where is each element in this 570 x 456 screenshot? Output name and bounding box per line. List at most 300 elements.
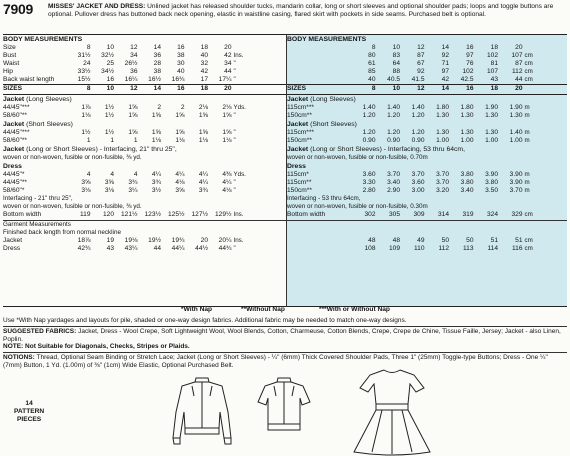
row-value: 3⅝ bbox=[104, 179, 114, 186]
sizes-row bbox=[3, 84, 286, 95]
row-value: 14 bbox=[153, 85, 161, 92]
dress-table bbox=[3, 171, 286, 195]
jacket-short-sub: (Short Sleeves) bbox=[26, 121, 73, 128]
row-unit: m bbox=[524, 179, 530, 186]
row-value: 8 bbox=[86, 44, 91, 51]
jacket-short-label: Jacket bbox=[3, 121, 25, 128]
row-value: 1⅝ bbox=[222, 112, 232, 119]
row-value: 305 bbox=[388, 211, 400, 218]
row-value: 3.90 bbox=[509, 171, 523, 178]
row-value: 32½ bbox=[101, 52, 114, 59]
pieces-label-1: PATTERN bbox=[14, 408, 45, 415]
imperial-yardage-panel bbox=[3, 34, 287, 307]
row-value: 4⅛ bbox=[175, 179, 185, 186]
row-value: 3¼ bbox=[128, 187, 138, 194]
row-unit: cm bbox=[524, 245, 533, 252]
row-value: 1.00 bbox=[436, 137, 449, 144]
measurement-row bbox=[3, 137, 286, 145]
dress-interfacing-metric: Interfacing - 53 thru 64cm, bbox=[287, 195, 361, 202]
garment-spacer-2 bbox=[287, 229, 567, 237]
row-value: 51 bbox=[490, 237, 498, 244]
jacket-interfacing-title-metric bbox=[287, 145, 567, 154]
pattern-description: Unlined jacket has released shoulder tucks, mandarin collar, long or short sleeves and optional shoulder pads; loops and toggle buttons are optional. Pullover dress has buttoned back neck opening, elastic in waistline casing, flared skirt with pockets in side seams. Purchased belt is optional. bbox=[48, 3, 554, 18]
row-value: 44 bbox=[224, 68, 232, 75]
row-value: 61 bbox=[368, 60, 376, 67]
row-value: 19⅛ bbox=[124, 237, 138, 244]
row-value: 4¼ bbox=[198, 171, 208, 178]
row-value: 76 bbox=[466, 60, 474, 67]
row-label bbox=[287, 76, 351, 84]
row-value: 43 bbox=[106, 245, 114, 252]
row-value: 85 bbox=[368, 68, 376, 75]
row-unit: cm bbox=[524, 237, 533, 244]
row-value: 14 bbox=[441, 44, 449, 51]
pattern-pieces-count bbox=[14, 400, 44, 424]
row-value: 42.5 bbox=[460, 76, 474, 83]
row-label bbox=[287, 245, 351, 253]
jacket-long-title-metric bbox=[287, 95, 567, 104]
row-unit: m bbox=[524, 137, 530, 144]
row-value: 32 bbox=[200, 60, 208, 67]
not-suitable-note: NOTE: Not Suitable for Diagonals, Checks, Stripes or Plaids. bbox=[3, 343, 190, 351]
row-label: Size bbox=[3, 44, 16, 51]
row-unit: Ins. bbox=[233, 211, 244, 218]
row-value: 127½ bbox=[191, 211, 208, 218]
row-value: 51 bbox=[515, 237, 523, 244]
jacket-short-table-metric bbox=[287, 129, 567, 145]
jacket-short-sub-metric: (Short Sleeves) bbox=[310, 121, 357, 128]
without-nap-label: **Without Nap bbox=[241, 306, 285, 313]
row-value: 17 bbox=[200, 76, 208, 83]
row-value: 1.30 bbox=[436, 129, 449, 136]
row-label bbox=[287, 44, 351, 52]
row-value: 88 bbox=[392, 68, 400, 75]
row-unit: " bbox=[233, 112, 236, 119]
row-value: 31½ bbox=[77, 52, 91, 59]
row-value: 67 bbox=[417, 60, 425, 67]
row-unit: " bbox=[233, 60, 236, 67]
measurement-row bbox=[287, 237, 567, 245]
row-value: 4⅜ bbox=[222, 171, 232, 178]
measurement-row bbox=[3, 179, 286, 187]
row-value: 40 bbox=[177, 68, 185, 75]
row-unit: m bbox=[524, 129, 530, 136]
row-value: 44 bbox=[153, 245, 161, 252]
row-label bbox=[287, 52, 351, 60]
row-value: 50 bbox=[441, 237, 449, 244]
row-value: 19 bbox=[106, 237, 114, 244]
jacket-long-label-metric: Jacket bbox=[287, 96, 309, 103]
row-label bbox=[287, 60, 351, 68]
row-value: 1⅝ bbox=[198, 129, 208, 136]
row-value: 34 bbox=[130, 52, 138, 59]
row-value: 18 bbox=[490, 85, 498, 92]
row-value: 2.80 bbox=[362, 187, 376, 194]
row-value: 18⅞ bbox=[77, 237, 91, 244]
jacket-long-label: Jacket bbox=[3, 96, 25, 103]
row-label: 150cm** bbox=[287, 112, 312, 119]
jacket-short-label-metric: Jacket bbox=[287, 121, 309, 128]
row-value: 302 bbox=[364, 211, 376, 218]
row-value: 92 bbox=[441, 52, 449, 59]
row-label: Back waist length bbox=[3, 76, 55, 83]
measurement-row bbox=[3, 60, 286, 68]
row-value: 48 bbox=[368, 237, 376, 244]
row-value: 4¼ bbox=[222, 179, 232, 186]
row-value: 1.30 bbox=[509, 112, 523, 119]
row-value: 26½ bbox=[124, 60, 138, 67]
measurement-row bbox=[3, 171, 286, 179]
row-label: 115cm*** bbox=[287, 129, 314, 136]
body-measurements-title: BODY MEASUREMENTS bbox=[3, 36, 83, 43]
row-value: 1⅝ bbox=[175, 129, 185, 136]
measurement-row bbox=[287, 171, 567, 179]
row-value: 1⅝ bbox=[128, 104, 138, 111]
row-value: 3.40 bbox=[387, 179, 400, 186]
row-value: 49 bbox=[417, 237, 425, 244]
row-value: 1½ bbox=[104, 104, 114, 111]
row-value: 1.30 bbox=[460, 112, 474, 119]
row-value: 64 bbox=[392, 60, 400, 67]
row-value: 16 bbox=[177, 44, 185, 51]
row-value: 1.30 bbox=[485, 129, 498, 136]
row-label: 150cm** bbox=[287, 187, 312, 194]
row-value: 16 bbox=[177, 85, 185, 92]
row-value: 12 bbox=[417, 85, 425, 92]
dress-interfacing-note: woven or non-woven, fusible or non-fusible, ⅜ yd. bbox=[3, 203, 142, 210]
dress-interfacing-note-metric: woven or non-woven, fusible or non-fusible, 0.30m bbox=[287, 203, 428, 210]
row-value: 3.60 bbox=[362, 171, 376, 178]
row-value: 4⅛ bbox=[222, 187, 232, 194]
row-value: 107 bbox=[486, 68, 498, 75]
row-value: 40 bbox=[368, 76, 376, 83]
row-value: 3.70 bbox=[436, 171, 449, 178]
row-value: 3⅝ bbox=[81, 179, 91, 186]
notions-label: NOTIONS: bbox=[3, 354, 35, 362]
measurement-row bbox=[3, 237, 286, 245]
jacket-interfacing-note: woven or non-woven, fusible or non-fusible, ⅜ yd. bbox=[3, 154, 142, 161]
row-value: 10 bbox=[392, 85, 400, 92]
row-value: 10 bbox=[106, 85, 114, 92]
fabrics-text: Jacket, Dress - Wool Crepe, Soft Lightweight Wool, Wool Blends, Cotton, Charmeuse, Cotton Blends, Crepe, Crepe de Chine, Tissue Faille, Jersey; Jacket - also Linen, Poplin. bbox=[3, 327, 561, 343]
notions-text: Thread, Optional Seam Binding or Stretch Lace; Jacket (Long or Short Sleeves) - ¼" (6mm) Thick Covered Shoulder Pads, Three 1" (25mm) Toggle-type Buttons; Dress - One ¼" (7mm) Button, 1 Yd. (1.00m) of ⅜" (1cm) Wide Elastic, Optional Purchased Belt. bbox=[3, 354, 548, 369]
row-value: 14 bbox=[153, 44, 161, 51]
dress-title-metric: Dress bbox=[287, 163, 306, 170]
row-value: 30 bbox=[177, 60, 185, 67]
row-label: Bottom width bbox=[3, 211, 42, 218]
jacket-interfacing-note-metric: woven or non-woven, fusible or non-fusible, 0.70m bbox=[287, 154, 428, 161]
body-measurements-title-metric: BODY MEASUREMENTS bbox=[287, 36, 367, 43]
row-value: 2.90 bbox=[387, 187, 400, 194]
garment-measurements-table-metric bbox=[287, 237, 567, 253]
row-unit: " bbox=[233, 76, 236, 83]
row-value: 1⅝ bbox=[222, 129, 232, 136]
row-value: 1½ bbox=[104, 112, 114, 119]
row-value: 1⅝ bbox=[198, 112, 208, 119]
row-label: Hip bbox=[3, 68, 13, 75]
row-unit: " bbox=[233, 179, 236, 186]
row-label: Waist bbox=[3, 60, 20, 67]
row-unit: " bbox=[233, 245, 236, 252]
row-value: 3.70 bbox=[436, 179, 449, 186]
row-value: 1 bbox=[110, 137, 114, 144]
row-value: 38 bbox=[153, 68, 161, 75]
row-value: 20 bbox=[200, 237, 208, 244]
row-label: 58/60"* bbox=[3, 187, 25, 194]
row-value: 40.5 bbox=[387, 76, 400, 83]
row-value: 44½ bbox=[195, 245, 208, 252]
row-value: 16½ bbox=[148, 76, 161, 83]
row-value: 16 bbox=[466, 44, 474, 51]
row-unit: " bbox=[233, 129, 236, 136]
row-unit: Ins. bbox=[233, 52, 244, 59]
row-value: 1⅛ bbox=[198, 137, 208, 144]
jacket-interfacing-sub: (Long or Short Sleeves) - Interfacing, 21" thru 25", bbox=[26, 146, 177, 153]
pattern-header bbox=[3, 1, 567, 34]
pieces-number: 14 bbox=[25, 400, 33, 407]
row-value: 116 bbox=[511, 245, 523, 252]
row-value: 1.90 bbox=[509, 104, 523, 111]
measurement-row bbox=[287, 245, 567, 253]
row-value: 0.90 bbox=[411, 137, 425, 144]
row-value: 1.00 bbox=[509, 137, 523, 144]
row-value: 44 bbox=[515, 76, 523, 83]
row-unit: " bbox=[233, 137, 236, 144]
jacket-short-title-metric bbox=[287, 120, 567, 129]
row-value: 1.40 bbox=[387, 104, 400, 111]
measurement-row bbox=[287, 129, 567, 137]
row-value: 1⅝ bbox=[128, 112, 138, 119]
row-value: 19½ bbox=[148, 237, 161, 244]
row-value: 20 bbox=[515, 85, 523, 92]
measurement-row bbox=[287, 85, 567, 93]
row-value: 3.70 bbox=[411, 171, 425, 178]
pattern-number: 7909 bbox=[3, 1, 33, 17]
row-unit: cm bbox=[524, 52, 533, 59]
row-value: 42¾ bbox=[77, 245, 91, 252]
row-value: 1.40 bbox=[509, 129, 523, 136]
measurement-row bbox=[3, 44, 286, 52]
row-value: 40 bbox=[200, 52, 208, 59]
notes-section bbox=[3, 317, 567, 372]
dress-sketch bbox=[340, 366, 444, 456]
row-value: 43¼ bbox=[124, 245, 138, 252]
row-value: 3.60 bbox=[411, 179, 425, 186]
measurement-row bbox=[287, 68, 567, 76]
measurement-row bbox=[3, 76, 286, 84]
measurement-row bbox=[287, 211, 567, 219]
row-value: 87 bbox=[417, 52, 425, 59]
row-label bbox=[287, 237, 351, 245]
measurement-row bbox=[287, 187, 567, 195]
row-value: 1.20 bbox=[411, 112, 425, 119]
row-value: 102 bbox=[462, 68, 474, 75]
row-value: 18 bbox=[490, 44, 498, 51]
bottom-width-row bbox=[3, 211, 286, 219]
row-value: 50 bbox=[466, 237, 474, 244]
row-label: Bottom width bbox=[287, 211, 326, 218]
row-unit: cm bbox=[524, 60, 533, 67]
measurement-row bbox=[3, 129, 286, 137]
row-value: 42 bbox=[200, 68, 208, 75]
row-label: 44/45"*** bbox=[3, 104, 30, 111]
row-value: 19¾ bbox=[171, 237, 185, 244]
row-value: 1.20 bbox=[362, 129, 376, 136]
measurement-row bbox=[287, 179, 567, 187]
row-value: 3¾ bbox=[128, 179, 138, 186]
row-value: 1.80 bbox=[460, 104, 474, 111]
row-value: 1.30 bbox=[460, 129, 474, 136]
row-value: 33½ bbox=[77, 68, 91, 75]
row-unit: Yds. bbox=[233, 104, 246, 111]
row-value: 1⅝ bbox=[151, 112, 161, 119]
row-unit: cm bbox=[524, 68, 533, 75]
row-value: 8 bbox=[86, 85, 91, 92]
measurement-row bbox=[3, 104, 286, 112]
row-value: 2 bbox=[180, 104, 185, 111]
row-value: 1.40 bbox=[411, 104, 425, 111]
jacket-interfacing-label: Jacket bbox=[3, 146, 25, 153]
bottom-width-row-metric bbox=[287, 211, 567, 219]
row-value: 4 bbox=[133, 171, 138, 178]
body-measurements-table bbox=[3, 44, 286, 84]
jacket-interfacing-title bbox=[3, 145, 286, 154]
jacket-short-sleeves-sketch bbox=[254, 374, 314, 436]
row-value: 1.30 bbox=[436, 112, 449, 119]
row-value: 20¼ bbox=[218, 237, 232, 244]
jacket-long-table bbox=[3, 104, 286, 120]
row-value: 1.20 bbox=[362, 112, 376, 119]
row-value: 44¾ bbox=[218, 245, 232, 252]
row-value: 24 bbox=[83, 60, 91, 67]
measurement-row bbox=[287, 112, 567, 120]
row-value: 112 bbox=[511, 68, 523, 75]
row-value: 48 bbox=[392, 237, 400, 244]
jacket-interfacing-label-metric: Jacket bbox=[287, 146, 309, 153]
measurement-row bbox=[3, 211, 286, 219]
row-value: 1⅛ bbox=[81, 112, 91, 119]
row-value: 3.80 bbox=[460, 171, 474, 178]
row-value: 42 bbox=[224, 52, 232, 59]
row-unit: m bbox=[524, 104, 530, 111]
row-value: 16 bbox=[466, 85, 474, 92]
row-value: 113 bbox=[462, 245, 474, 252]
row-value: 3.50 bbox=[485, 187, 498, 194]
row-label: 44/45"*** bbox=[3, 129, 30, 136]
row-value: 3.40 bbox=[460, 187, 474, 194]
row-label: SIZES bbox=[3, 85, 23, 92]
jacket-long-title bbox=[3, 95, 286, 104]
row-value: 1⅝ bbox=[175, 112, 185, 119]
row-value: 43 bbox=[490, 76, 498, 83]
row-unit: Yds. bbox=[233, 171, 246, 178]
row-value: 1.20 bbox=[387, 129, 400, 136]
row-label: Jacket bbox=[3, 237, 23, 244]
row-value: 309 bbox=[413, 211, 425, 218]
row-value: 8 bbox=[371, 85, 376, 92]
row-value: 1 bbox=[86, 137, 91, 144]
dress-title: Dress bbox=[3, 163, 22, 170]
jacket-long-sub-metric: (Long Sleeves) bbox=[310, 96, 356, 103]
row-value: 1⅛ bbox=[222, 137, 232, 144]
jacket-interfacing-sub-metric: (Long or Short Sleeves) - Interfacing, 53 thru 64cm, bbox=[310, 146, 465, 153]
row-value: 87 bbox=[515, 60, 523, 67]
row-value: 3.80 bbox=[485, 179, 498, 186]
row-value: 4 bbox=[86, 171, 91, 178]
row-label: 150cm** bbox=[287, 137, 312, 144]
sizes-row-metric bbox=[287, 84, 567, 95]
row-value: 38 bbox=[177, 52, 185, 59]
measurement-row bbox=[3, 245, 286, 253]
row-value: 12 bbox=[130, 44, 138, 51]
jacket-short-table bbox=[3, 129, 286, 145]
notions bbox=[3, 354, 567, 371]
nap-note: Use *With Nap yardages and layouts for pile, shaded or one-way design fabrics. Additional fabric may be needed to match one-way designs. bbox=[3, 317, 567, 327]
row-value: 324 bbox=[486, 211, 498, 218]
row-value: 28 bbox=[153, 60, 161, 67]
suggested-fabrics bbox=[3, 328, 567, 353]
jacket-long-table-metric bbox=[287, 104, 567, 120]
row-value: 3.70 bbox=[509, 187, 523, 194]
pattern-title: MISSES' JACKET AND DRESS: bbox=[48, 3, 146, 10]
measurement-row bbox=[3, 52, 286, 60]
dress-interfacing: Interfacing - 21" thru 25", bbox=[3, 195, 73, 202]
row-label: 115cm* bbox=[287, 171, 309, 178]
jacket-long-sleeves-sketch bbox=[168, 372, 236, 454]
row-value: 3.30 bbox=[362, 179, 376, 186]
row-value: 129½ bbox=[214, 211, 232, 218]
row-value: 3⅝ bbox=[175, 187, 185, 194]
row-unit: m bbox=[524, 171, 530, 178]
row-value: 1.00 bbox=[460, 137, 474, 144]
with-nap-label: *With Nap bbox=[181, 306, 213, 313]
row-value: 1½ bbox=[104, 129, 114, 136]
row-value: 3⅛ bbox=[104, 187, 114, 194]
row-value: 1.00 bbox=[485, 137, 498, 144]
row-value: 36 bbox=[130, 68, 138, 75]
row-value: 1⅝ bbox=[128, 129, 138, 136]
garment-measurements-table bbox=[3, 237, 286, 253]
row-value: 4 bbox=[110, 171, 114, 178]
row-value: 83 bbox=[392, 52, 400, 59]
row-label bbox=[287, 68, 351, 76]
metric-yardage-panel bbox=[287, 34, 567, 307]
row-value: 34½ bbox=[101, 68, 114, 75]
row-value: 329 bbox=[511, 211, 523, 218]
row-value: 81 bbox=[490, 60, 498, 67]
row-value: 25 bbox=[106, 60, 114, 67]
row-unit: cm bbox=[524, 76, 533, 83]
row-value: 3⅛ bbox=[81, 187, 91, 194]
row-unit bbox=[232, 44, 234, 52]
row-value: 119 bbox=[79, 211, 91, 218]
row-value: 107 bbox=[511, 52, 523, 59]
row-value: 14 bbox=[441, 85, 449, 92]
pieces-label-2: PIECES bbox=[16, 416, 42, 423]
row-value: 20 bbox=[224, 85, 232, 92]
row-unit: m bbox=[524, 187, 530, 194]
row-value: 4¼ bbox=[151, 171, 161, 178]
row-value: 0.90 bbox=[387, 137, 400, 144]
dress-table-metric bbox=[287, 171, 567, 195]
row-value: 2 bbox=[157, 104, 161, 111]
row-value: 41.5 bbox=[411, 76, 425, 83]
row-value: 1.20 bbox=[387, 112, 400, 119]
row-value: 1⅝ bbox=[151, 129, 161, 136]
measurement-row bbox=[287, 52, 567, 60]
row-unit: m bbox=[524, 112, 530, 119]
row-value: 2⅛ bbox=[222, 104, 232, 111]
